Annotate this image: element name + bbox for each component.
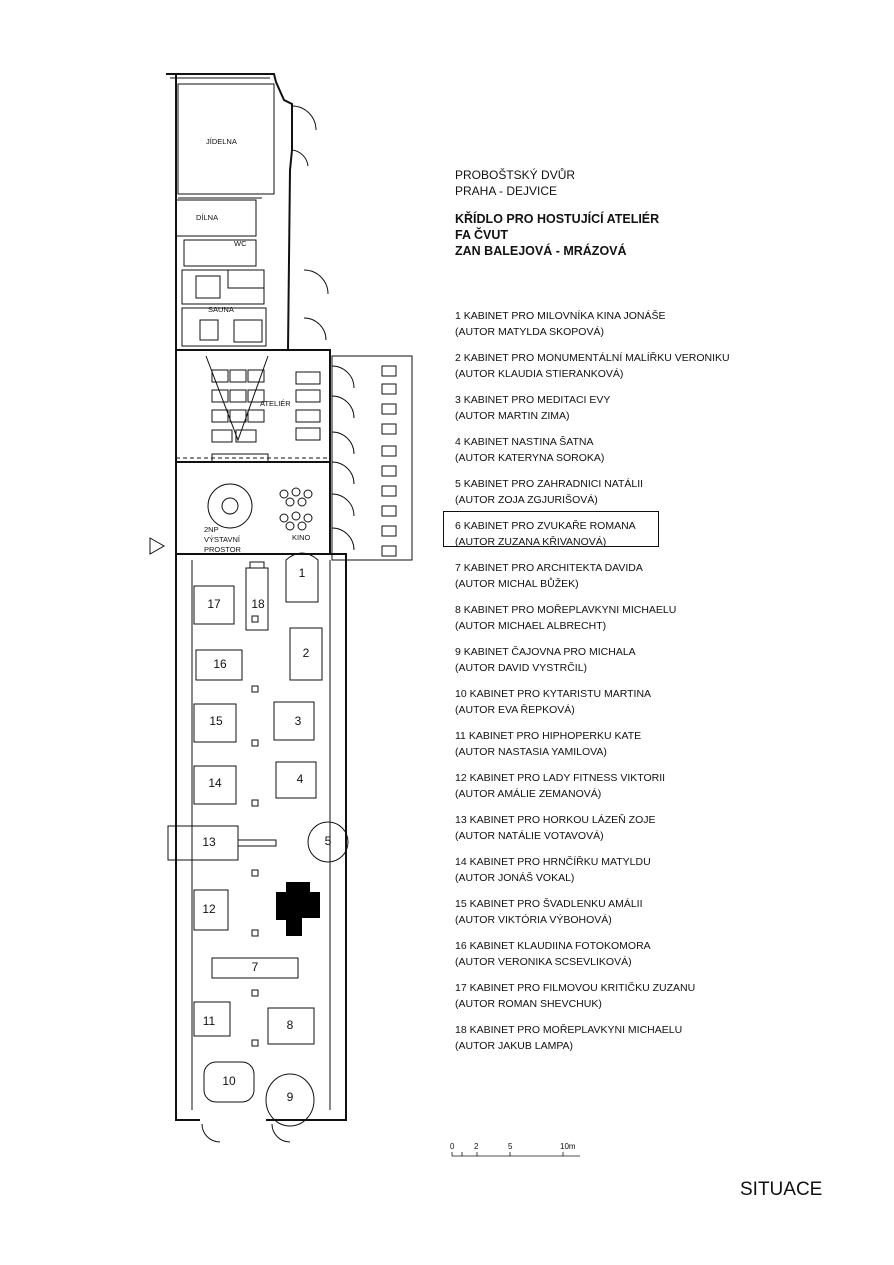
legend-entry-title: 17 KABINET PRO FILMOVOU KRITIČKU ZUZANU (455, 982, 696, 994)
legend-entry-author: (AUTOR AMÁLIE ZEMANOVÁ) (455, 787, 602, 800)
legend-entry-author: (AUTOR MICHAL BŮŽEK) (455, 577, 579, 590)
legend-entry-author: (AUTOR NATÁLIE VOTAVOVÁ) (455, 829, 604, 842)
legend-entry (455, 351, 875, 393)
room-label-vystavni: VÝSTAVNÍ (204, 535, 240, 544)
legend-entry (455, 435, 875, 477)
legend-entry-author: (AUTOR MATYLDA SKOPOVÁ) (455, 325, 604, 338)
cabinet-number-2: 2 (302, 646, 310, 661)
legend-entry-title: 12 KABINET PRO LADY FITNESS VIKTORII (455, 772, 666, 784)
legend-entry-author: (AUTOR JONÁŠ VOKAL) (455, 871, 575, 884)
legend-entry (455, 1023, 875, 1065)
legend-entry-title: 1 KABINET PRO MILOVNÍKA KINA JONÁŠE (455, 310, 666, 322)
scale-tick-5: 5 (508, 1142, 513, 1151)
cabinet-number-12: 12 (202, 902, 216, 917)
legend-entry-title: 15 KABINET PRO ŠVADLENKU AMÁLII (455, 898, 643, 910)
legend-entry-title: 2 KABINET PRO MONUMENTÁLNÍ MALÍŘKU VERONIKU (455, 352, 730, 364)
legend-entry-author: (AUTOR MICHAEL ALBRECHT) (455, 619, 607, 632)
legend-highlight-box (443, 511, 659, 547)
legend-entry-author: (AUTOR DAVID VYSTRČIL) (455, 661, 588, 674)
project-title-1: KŘÍDLO PRO HOSTUJÍCÍ ATELIÉR (455, 212, 660, 226)
room-label-dilna: DÍLNA (196, 213, 219, 222)
legend-entry-author: (AUTOR EVA ŘEPKOVÁ) (455, 703, 575, 716)
legend-entry (455, 645, 875, 687)
legend-entry-title: 5 KABINET PRO ZAHRADNICI NATÁLII (455, 478, 644, 490)
room-label-sauna: SAUNA (208, 305, 234, 314)
legend-entry-author: (AUTOR VIKTÓRIA VÝBOHOVÁ) (455, 913, 612, 926)
legend-entry-title: 6 KABINET PRO ZVUKAŘE ROMANA (455, 520, 636, 532)
legend-entry-title: 18 KABINET PRO MOŘEPLAVKYNI MICHAELU (455, 1024, 683, 1036)
legend-entry (455, 729, 875, 771)
room-label-2np: 2NP (204, 525, 219, 534)
legend-entry-title: 7 KABINET PRO ARCHITEKTA DAVIDA (455, 562, 643, 574)
cabinet-number-14: 14 (208, 776, 222, 791)
legend-entry-title: 13 KABINET PRO HORKOU LÁZEŇ ZOJE (455, 814, 656, 826)
legend-entry-author: (AUTOR ZUZANA KŘIVANOVÁ) (455, 535, 607, 548)
room-label-atelier: ATELIÉR (260, 399, 291, 408)
legend-entry (455, 603, 875, 645)
legend-entry-title: 14 KABINET PRO HRNČÍŘKU MATYLDU (455, 856, 651, 868)
cabinet-number-5: 5 (324, 834, 332, 849)
legend-entry (455, 393, 875, 435)
legend-entry-title: 3 KABINET PRO MEDITACI EVY (455, 394, 611, 406)
legend-entry-author: (AUTOR JAKUB LAMPA) (455, 1039, 574, 1052)
legend-entry (455, 813, 875, 855)
scale-tick-10: 10m (560, 1142, 576, 1151)
cabinet-number-13: 13 (202, 835, 216, 850)
legend-entry-title: 8 KABINET PRO MOŘEPLAVKYNI MICHAELU (455, 604, 677, 616)
legend-entry (455, 309, 875, 351)
legend-entry (455, 981, 875, 1023)
cabinet-number-17: 17 (207, 597, 221, 612)
legend-entry-title: 10 KABINET PRO KYTARISTU MARTINA (455, 688, 652, 700)
room-label-kino: KINO (292, 533, 311, 542)
legend-entry (455, 561, 875, 603)
legend-entry (455, 519, 875, 561)
legend-entry-title: 9 KABINET ČAJOVNA PRO MICHALA (455, 646, 636, 658)
legend-entry (455, 939, 875, 981)
room-label-prostor: PROSTOR (204, 545, 241, 554)
legend-entry-author: (AUTOR KLAUDIA STIERANKOVÁ) (455, 367, 624, 380)
cabinet-number-4: 4 (296, 772, 304, 787)
legend-entry (455, 687, 875, 729)
legend-entry-author: (AUTOR VERONIKA SCSEVLIKOVÁ) (455, 955, 632, 968)
cabinet-number-18: 18 (251, 597, 265, 612)
location-line-1: PROBOŠTSKÝ DVŮR (455, 168, 576, 182)
cabinet-number-7: 7 (251, 960, 259, 975)
legend-entry-title: 4 KABINET NASTINA ŠATNA (455, 436, 594, 448)
cabinet-number-1: 1 (298, 566, 306, 581)
cabinet-number-15: 15 (209, 714, 223, 729)
legend-entry-author: (AUTOR ROMAN SHEVCHUK) (455, 997, 602, 1010)
cabinet-number-11: 11 (202, 1014, 216, 1029)
location-line-2: PRAHA - DEJVICE (455, 184, 558, 198)
legend-entry-author: (AUTOR NASTASIA YAMILOVA) (455, 745, 607, 758)
room-label-jidelna: JÍDELNA (206, 137, 237, 146)
legend-entry-title: 11 KABINET PRO HIPHOPERKU KATE (455, 730, 642, 742)
sheet-title: SITUACE (740, 1179, 823, 1200)
legend-entry (455, 897, 875, 939)
cabinet-number-8: 8 (286, 1018, 294, 1033)
scale-tick-0: 0 (450, 1142, 455, 1151)
cabinet-number-9: 9 (286, 1090, 294, 1105)
title-block (455, 167, 875, 259)
cabinet-legend (455, 309, 875, 1065)
project-title-2: FA ČVUT (455, 228, 509, 242)
cabinet-number-16: 16 (213, 657, 227, 672)
legend-entry-title: 16 KABINET KLAUDIINA FOTOKOMORA (455, 940, 651, 952)
legend-entry (455, 771, 875, 813)
project-authors: ZAN BALEJOVÁ - MRÁZOVÁ (455, 244, 627, 258)
legend-entry-author: (AUTOR ZOJA ZGJURIŠOVÁ) (455, 493, 598, 506)
legend-entry-author: (AUTOR MARTIN ZIMA) (455, 409, 570, 422)
cabinet-number-3: 3 (294, 714, 302, 729)
room-label-wc: WC (234, 239, 247, 248)
legend-entry-author: (AUTOR KATERYNA SOROKA) (455, 451, 605, 464)
scale-bar (450, 1138, 590, 1160)
legend-entry (455, 855, 875, 897)
scale-tick-2: 2 (474, 1142, 479, 1151)
cabinet-number-10: 10 (222, 1074, 236, 1089)
